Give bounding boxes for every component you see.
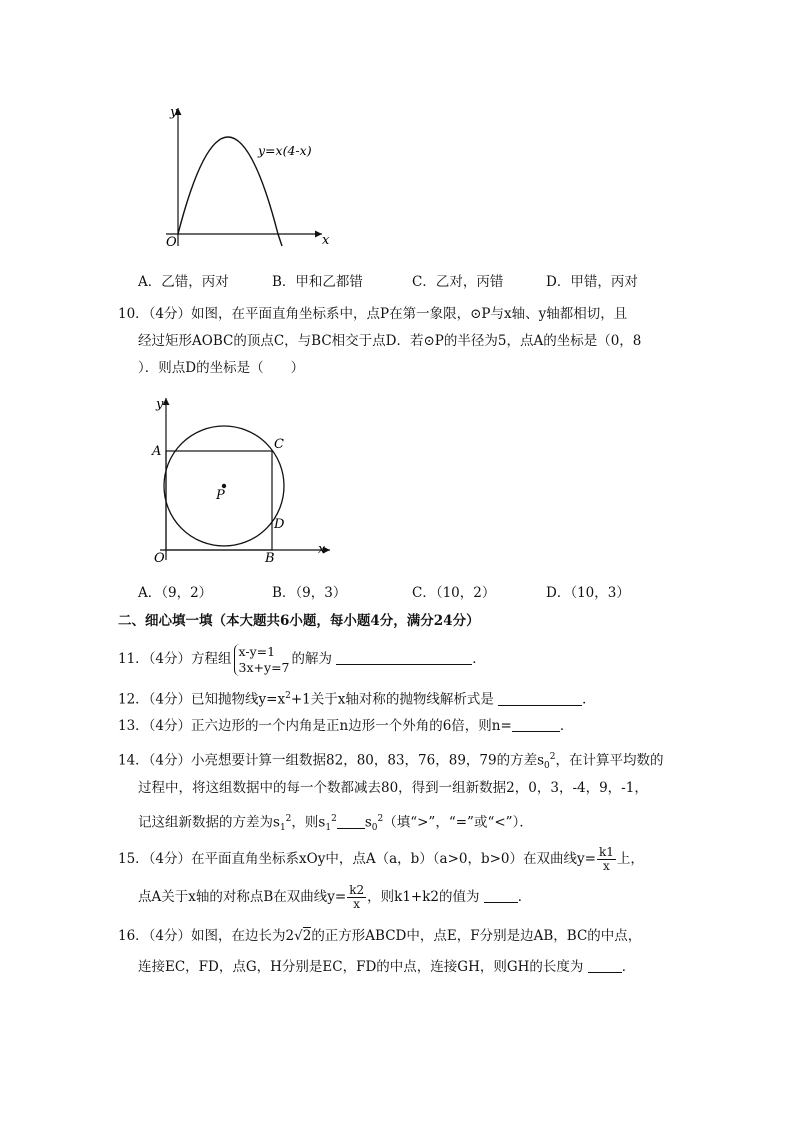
point-d-label: D [274, 517, 285, 532]
q10-option-d: D．（10，3） [546, 585, 630, 601]
q15-frac1-den: x [603, 859, 610, 873]
q11-eq2: 3x+y=7 [238, 659, 290, 675]
q15-line1-b: 上， [616, 851, 644, 867]
q15-answer-blank[interactable] [484, 888, 518, 903]
circle-rectangle-figure [148, 392, 338, 564]
q14-line1-text: 14．（4分）小亮想要计算一组数据82，80，83，76，89，79的方差s [118, 752, 545, 769]
q10-line3: ）．则点D的坐标是（ ） [138, 360, 305, 376]
q14-line2: 过程中，将这组数据中的每一个数都减去80，得到一组新数据2，0，3，-4，9，-1， [138, 780, 648, 796]
q14-line3-b: ，则s [291, 814, 326, 831]
q16-line1-b: 的正方形ABCD中，点E，F分别是边AB，BC的中点， [311, 928, 642, 944]
q9-option-b: B．甲和乙都错 [272, 274, 363, 290]
q12 [118, 686, 596, 710]
q10-line2: 经过矩形AOBC的顶点C，与BC相交于点D．若⊙P的半径为5，点A的坐标是（0，8 [138, 333, 642, 349]
q16-line2-end: ． [621, 959, 636, 975]
q14-line1-end: ，在计算平均数的 [555, 752, 664, 769]
point-a-label: A [152, 444, 162, 459]
y-axis-label: y [170, 105, 178, 120]
q9-option-c: C．乙对，丙错 [412, 274, 504, 290]
q10-option-b: B．（9，3） [272, 585, 347, 601]
q14-line1-sub: 0 [544, 761, 550, 772]
point-b-label: B [265, 551, 275, 564]
point-p-label: P [216, 488, 225, 503]
q15-line2-end: ． [517, 889, 532, 905]
q13 [118, 716, 573, 736]
q14-sub0: 0 [371, 823, 378, 834]
section-heading: 二、细心填一填（本大题共6小题，每小题4分，满分24分） [118, 613, 480, 629]
x-axis-label: x [318, 542, 326, 557]
q11-end: ． [472, 651, 486, 667]
q10-option-c: C．（10，2） [412, 585, 496, 601]
q16-line1 [118, 926, 641, 946]
q14-line3 [138, 809, 533, 838]
q12-suffix: +1关于x轴对称的抛物线解析式是 [290, 691, 494, 708]
origin-label: O [154, 551, 165, 564]
y-axis-label: y [156, 397, 164, 412]
q14-line3-d: （填“>”，“=”或“<”）． [383, 814, 533, 831]
point-c-label: C [274, 437, 284, 452]
q15-line2-a: 点A关于x轴的对称点B在双曲线y= [138, 889, 347, 905]
q13-end: ． [559, 718, 574, 734]
q10-option-a: A．（9，2） [138, 585, 213, 601]
q11-eq1: x-y=1 [238, 643, 276, 659]
q16-answer-blank[interactable] [588, 958, 622, 973]
q14-sup2a: 2 [285, 814, 292, 824]
q15-frac2-den: x [353, 897, 361, 911]
q15-fraction-1 [597, 846, 616, 873]
q14-sup2c: 2 [377, 814, 384, 824]
q10-line1: 10．（4分）如图，在平面直角坐标系中，点P在第一象限，⊙P与x轴、y轴都相切，且 [118, 306, 628, 322]
q12-prefix: 12．（4分）已知抛物线y=x [118, 691, 286, 708]
q14-answer-blank[interactable] [337, 814, 365, 829]
q13-text: 13．（4分）正六边形的一个内角是正n边形一个外角的6倍，则n= [118, 718, 512, 734]
q13-answer-blank[interactable] [512, 717, 560, 732]
q11 [118, 640, 486, 678]
q14-line1-sup: 2 [549, 752, 556, 762]
q11-equation-system [234, 644, 290, 676]
parabola-figure [160, 100, 340, 250]
curve-label: y=x(4-x) [258, 143, 312, 158]
q14-line1 [118, 747, 663, 776]
q12-end: ． [582, 691, 596, 708]
q9-option-d: D．甲错，丙对 [546, 274, 638, 290]
q11-prefix: 11．（4分）方程组 [118, 651, 232, 667]
q14-sub1b: 1 [325, 823, 332, 834]
q15-frac2-num: k2 [349, 883, 365, 897]
q14-sub1: 1 [279, 823, 286, 834]
q16-sqrt-val: 2 [302, 928, 312, 944]
sqrt-icon: √ [294, 928, 303, 944]
q15-line1 [118, 842, 644, 876]
q15-line2 [138, 880, 531, 914]
q16-line2 [138, 957, 635, 977]
x-axis-label: x [322, 233, 330, 248]
q16-line1-a: 16．（4分）如图，在边长为2 [118, 928, 295, 944]
q15-frac1-num: k1 [598, 845, 614, 859]
q14-sup2b: 2 [331, 814, 337, 824]
q11-suffix: 的解为 [291, 651, 332, 667]
q16-line2-text: 连接EC，FD，点G，H分别是EC，FD的中点，连接GH，则GH的长度为 [138, 959, 584, 975]
q15-line1-a: 15．（4分）在平面直角坐标系xOy中，点A（a，b）（a>0，b>0）在双曲线y= [118, 851, 596, 867]
origin-label: O [166, 235, 177, 250]
q12-sup: 2 [285, 691, 291, 701]
q14-line3-a: 记这组新数据的方差为s [138, 814, 280, 831]
q15-fraction-2 [347, 884, 366, 911]
q11-answer-blank[interactable] [336, 650, 472, 665]
q12-answer-blank[interactable] [498, 691, 582, 706]
q9-option-a: A．乙错，丙对 [138, 274, 229, 290]
q15-line2-b: ，则k1+k2的值为 [367, 889, 480, 905]
q14-line3-c: s [364, 814, 372, 831]
